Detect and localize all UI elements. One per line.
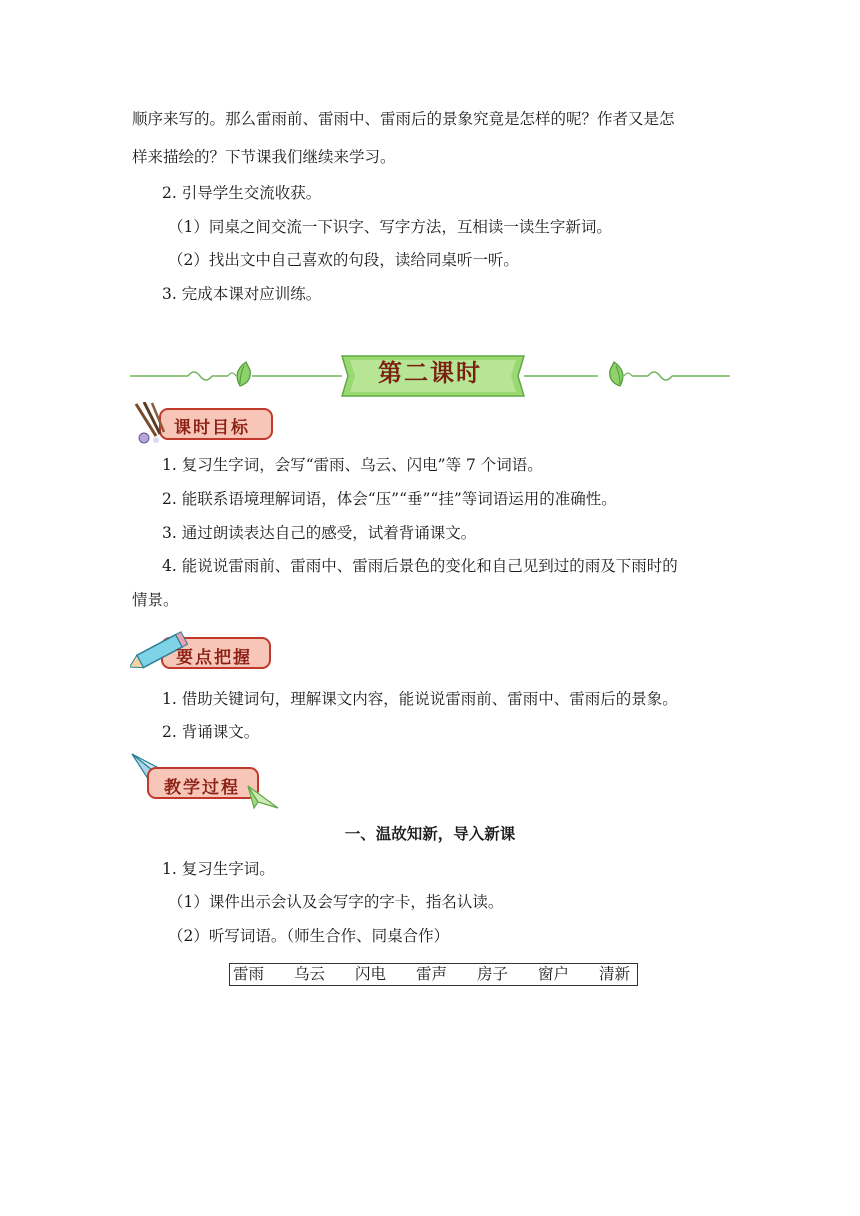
keypoints-label-text: 要点把握 bbox=[176, 648, 252, 668]
keypoint-item-2: 2. 背诵课文。 bbox=[162, 723, 260, 741]
process-step-1: 1. 复习生字词。 bbox=[162, 860, 275, 878]
goal-item-2: 2. 能联系语境理解词语，体会“压”“垂”“挂”等词语运用的准确性。 bbox=[162, 490, 617, 508]
goals-label-text: 课时目标 bbox=[174, 418, 250, 438]
goal-item-4: 4. 能说说雷雨前、雷雨中、雷雨后景色的变化和自己见到过的雨及下雨时的 bbox=[162, 557, 678, 575]
intro-line-1: 顺序来写的。那么雷雨前、雷雨中、雷雨后的景象究竟是怎样的呢？作者又是怎 bbox=[132, 110, 675, 128]
intro-item-2: 2. 引导学生交流收获。 bbox=[162, 184, 322, 202]
goal-item-1: 1. 复习生字词，会写“雷雨、乌云、闪电”等 7 个词语。 bbox=[162, 456, 543, 474]
goal-item-4-cont: 情景。 bbox=[132, 591, 179, 609]
intro-item-2a: （1）同桌之间交流一下识字、写字方法，互相读一读生字新词。 bbox=[168, 218, 612, 236]
process-label-text: 教学过程 bbox=[164, 778, 240, 798]
vocab-word: 闪电 bbox=[355, 965, 387, 983]
section-heading: 一、温故知新，导入新课 bbox=[344, 825, 516, 843]
vocab-word: 雷雨 bbox=[233, 965, 265, 983]
vocab-word: 雷声 bbox=[416, 965, 448, 983]
vocab-word: 乌云 bbox=[294, 965, 326, 983]
goals-label bbox=[130, 402, 280, 444]
keypoints-label bbox=[130, 622, 275, 674]
intro-item-2b: （2）找出文中自己喜欢的句段，读给同桌听一听。 bbox=[168, 251, 519, 269]
vocab-word: 清新 bbox=[599, 965, 631, 983]
lesson-title: 第二课时 bbox=[378, 359, 482, 387]
process-step-1a: （1）课件出示会认及会写字的字卡，指名认读。 bbox=[168, 893, 504, 911]
lesson-banner bbox=[128, 348, 732, 400]
intro-item-3: 3. 完成本课对应训练。 bbox=[162, 285, 322, 303]
table-row bbox=[230, 964, 638, 986]
goal-item-3: 3. 通过朗读表达自己的感受，试着背诵课文。 bbox=[162, 524, 477, 542]
intro-line-2: 样来描绘的？下节课我们继续来学习。 bbox=[132, 148, 396, 166]
vocabulary-table bbox=[229, 963, 638, 986]
vocab-word: 房子 bbox=[477, 965, 509, 983]
keypoint-item-1: 1. 借助关键词句，理解课文内容，能说说雷雨前、雷雨中、雷雨后的景象。 bbox=[162, 690, 678, 708]
process-step-1b: （2）听写词语。（师生合作、同桌合作） bbox=[168, 927, 450, 945]
process-label bbox=[130, 752, 280, 810]
vocab-word: 窗户 bbox=[538, 965, 570, 983]
